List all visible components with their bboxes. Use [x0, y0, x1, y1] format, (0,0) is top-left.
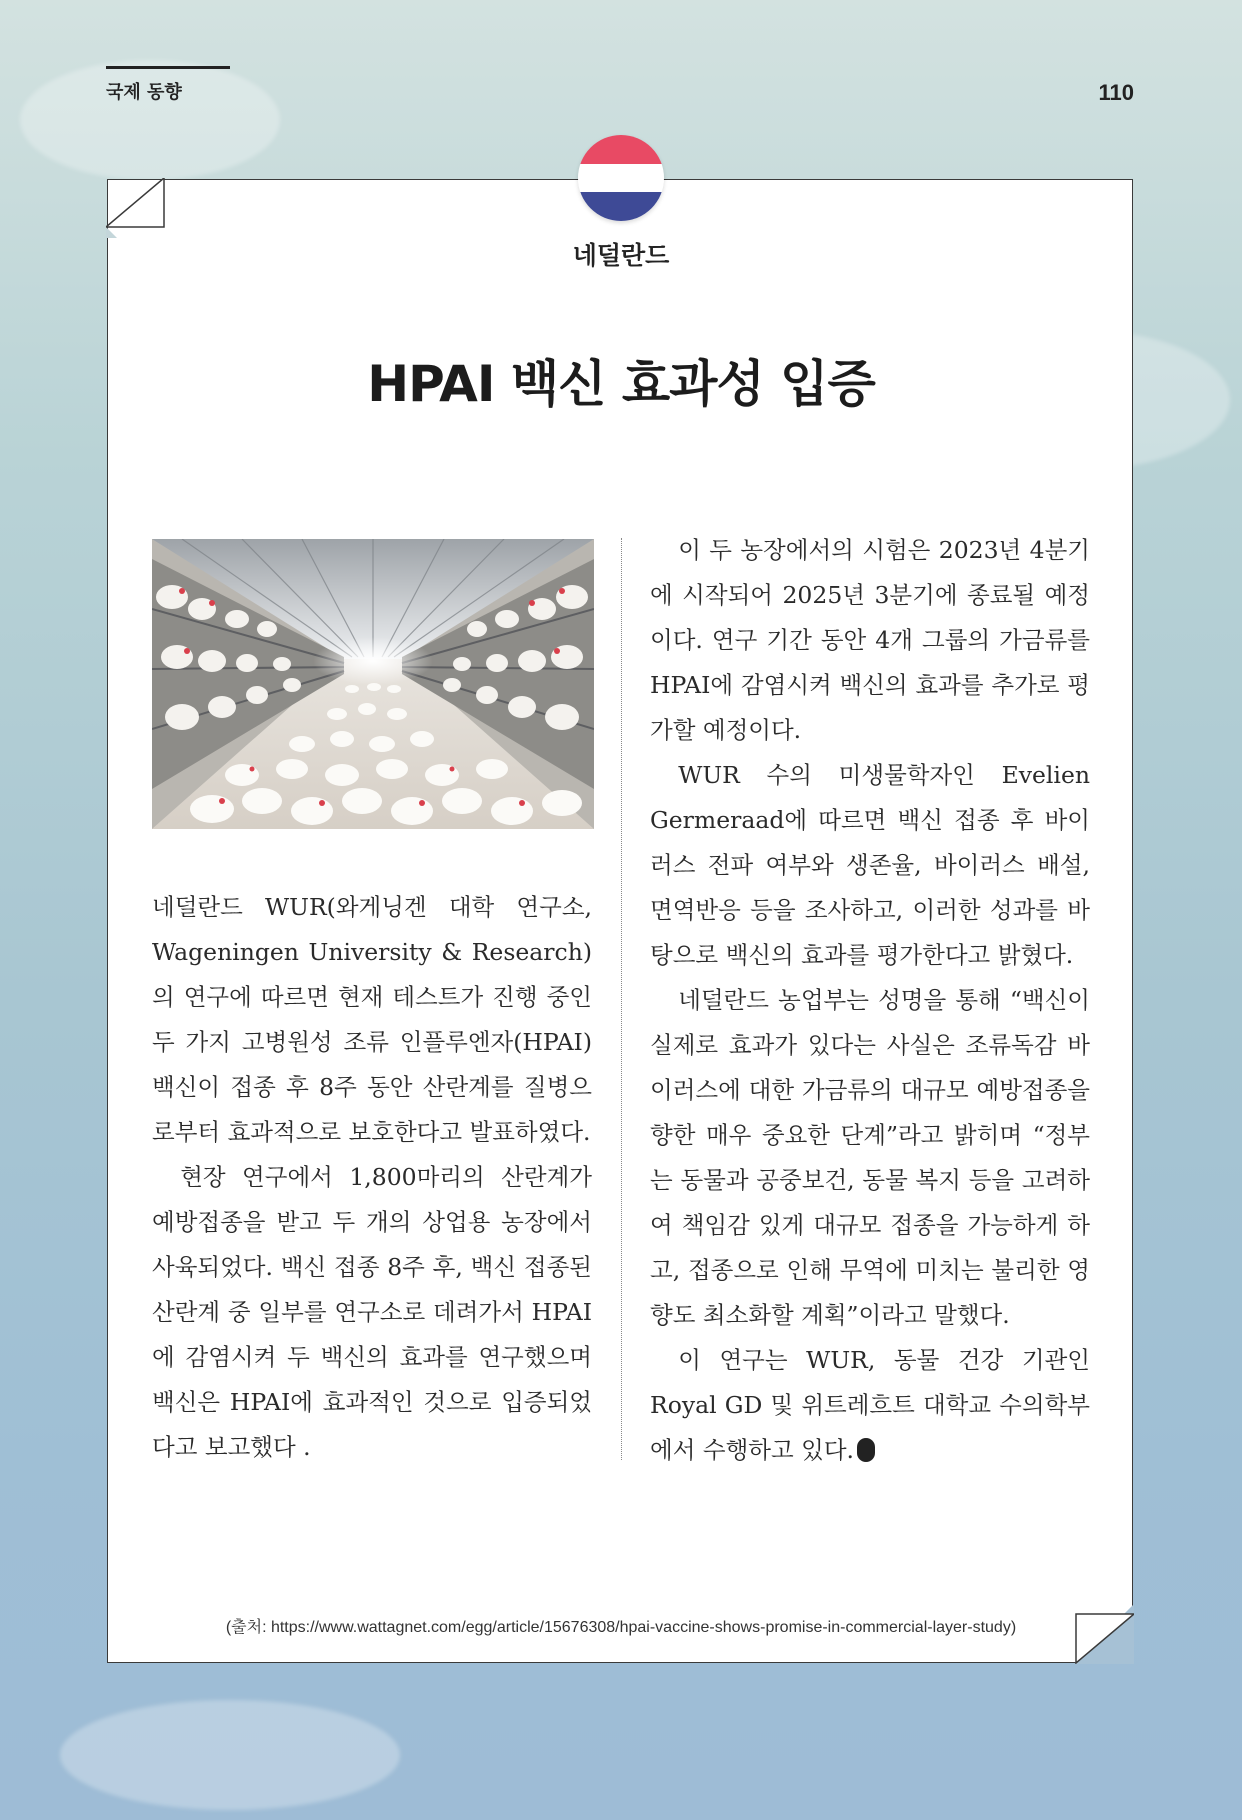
column-divider: [621, 538, 622, 1460]
corner-fold-top-left: [106, 178, 166, 238]
country-name: 네덜란드: [572, 241, 670, 270]
article-paragraph: 이 두 농장에서의 시험은 2023년 4분기에 시작되어 2025년 3분기에 종료될 예정이다. 연구 기간 동안 4개 그룹의 가금류를 HPAI에 감염시켜 백신의 효과를 추가로 평가할 예정이다.: [650, 536, 1090, 744]
poultry-house-photo: [152, 539, 594, 829]
article-paragraph: 네덜란드 WUR(와게닝겐 대학 연구소, Wageningen University & Research)의 연구에 따르면 현재 테스트가 진행 중인 두 가지 고병원성 조류 인플루엔자(HPAI) 백신이 접종 후 8주 동안 산란계를 질병으로부터 효과적으로 보호한다고 발표하였다.: [152, 893, 592, 1146]
source-citation: (출처: https://www.wattagnet.com/egg/article/15676308/hpai-vaccine-shows-promise-in-commercial-layer-study): [225, 1619, 1017, 1636]
article-paragraph: 네덜란드 농업부는 성명을 통해 “백신이 실제로 효과가 있다는 사실은 조류독감 바이러스에 대한 가금류의 대규모 예방접종을 향한 매우 중요한 단계”라고 밝히며 “정부는 동물과 공중보건, 동물 복지 등을 고려하여 책임감 있게 대규모 접종을 가능하게 하고, 접종으로 인해 무역에 미치는 불리한 영향도 최소화할 계획”이라고 말했다.: [650, 986, 1090, 1329]
article-paragraph-text: 이 연구는 WUR, 동물 건강 기관인 Royal GD 및 위트레흐트 대학교 수의학부에서 수행하고 있다.: [650, 1346, 1090, 1464]
article-paragraph: 현장 연구에서 1,800마리의 산란계가 예방접종을 받고 두 개의 상업용 농장에서 사육되었다. 백신 접종 8주 후, 백신 접종된 산란계 중 일부를 연구소로 데려가서 HPAI에 감염시켜 두 백신의 효과를 연구했으며 백신은 HPAI에 효과적인 것으로 입증되었다고 보고했다 .: [152, 1163, 592, 1461]
end-of-article-icon: [857, 1438, 875, 1462]
article-left-column: [152, 885, 592, 1470]
netherlands-flag-icon: [578, 135, 664, 221]
section-rule: [106, 66, 230, 69]
article-paragraph: WUR 수의 미생물학자인 Evelien Germeraad에 따르면 백신 접종 후 바이러스 전파 여부와 생존율, 바이러스 배설, 면역반응 등을 조사하고, 이러한 성과를 바탕으로 백신의 효과를 평가한다고 밝혔다.: [650, 761, 1090, 969]
background-decoration: [60, 1700, 400, 1810]
article-title: HPAI 백신 효과성 입증: [367, 355, 875, 413]
article-right-column: [650, 528, 1090, 1473]
section-label: 국제 동향: [106, 82, 182, 103]
article-paragraph-last: [650, 1338, 1090, 1473]
page-number: 110: [1098, 80, 1134, 105]
